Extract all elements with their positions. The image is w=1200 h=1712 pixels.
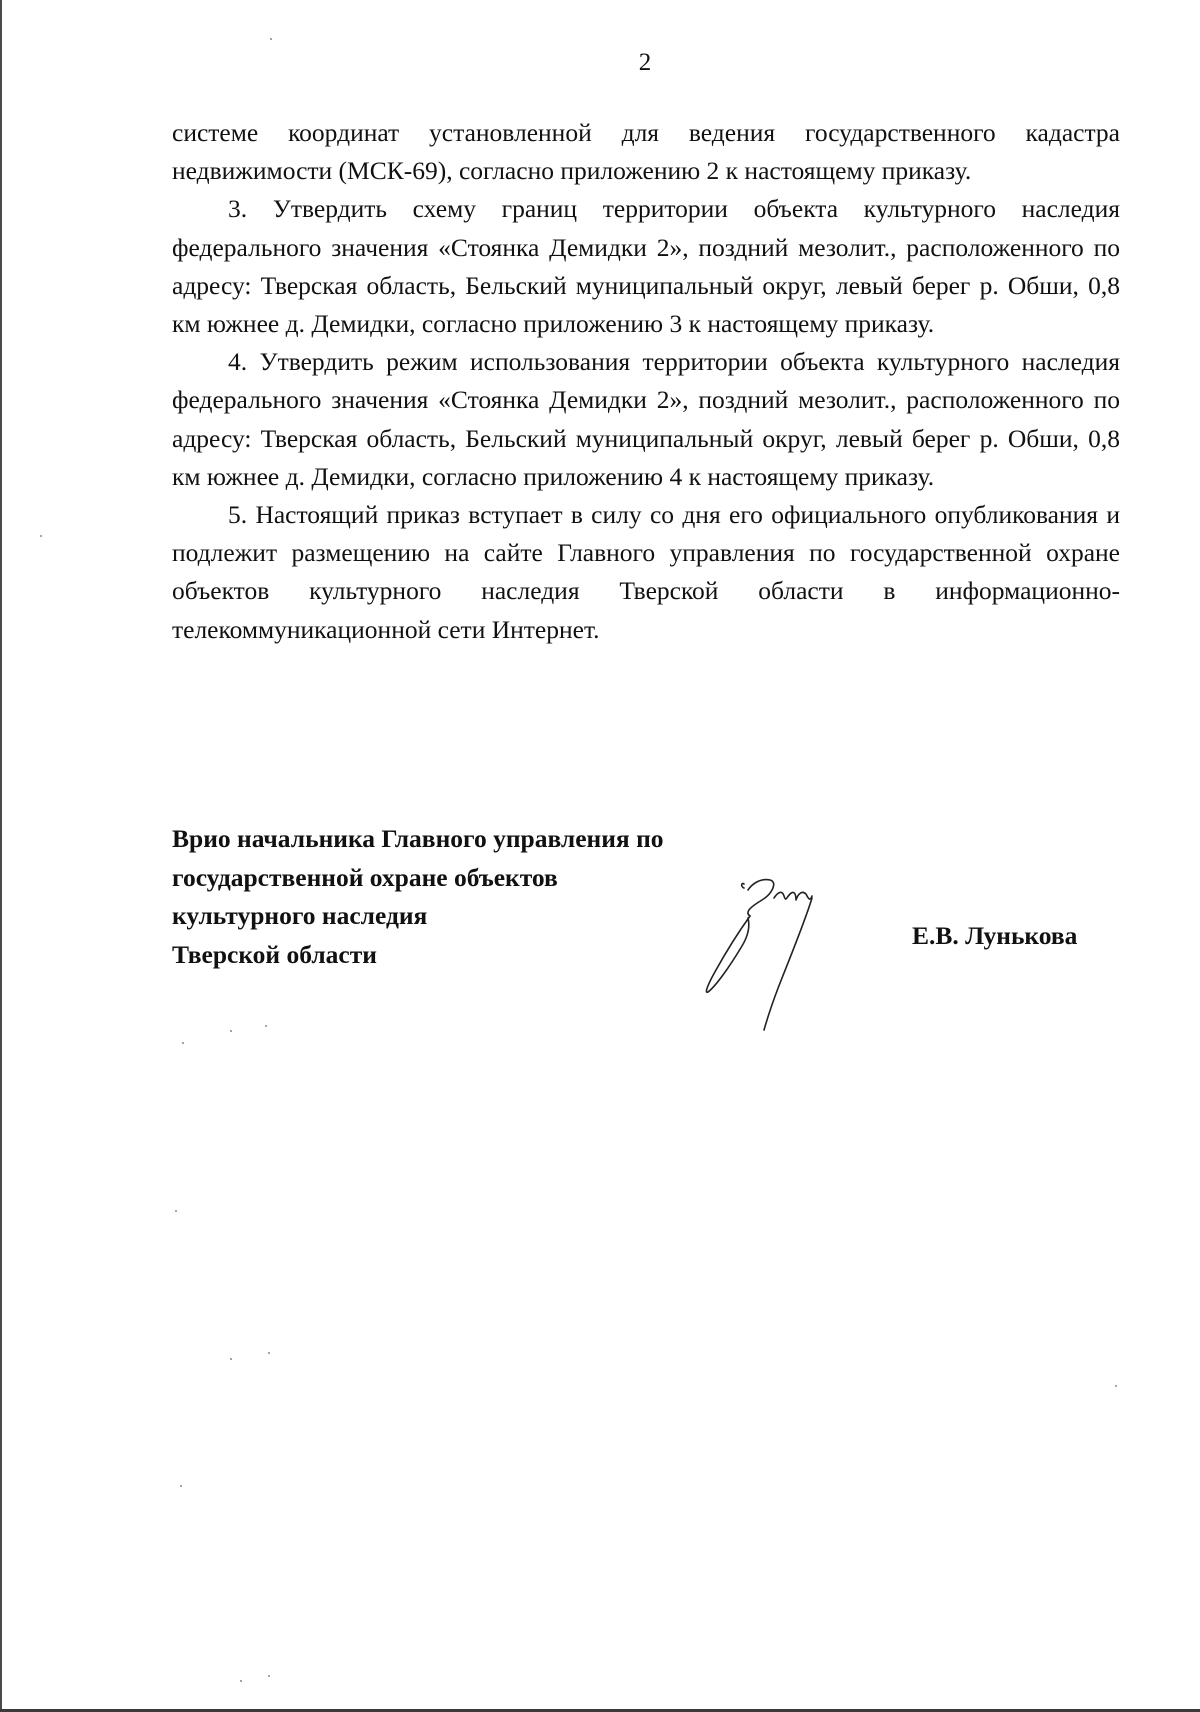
page-number: 2	[638, 49, 652, 76]
scan-speck	[270, 38, 272, 40]
scan-speck	[1115, 1385, 1117, 1387]
scan-speck	[40, 535, 42, 537]
paragraph-item-4: 4. Утвердить режим использования территории объекта культурного наследия федерального значения «Стоянка Демидки 2», поздний мезолит., расположенного по адресу: Тверская область, Бельский муниципальный округ, левый берег р. Обши, 0,8 км южнее д. Демидки, согласно приложению 4 к настоящему приказу.	[172, 347, 1120, 491]
signatory-title-line: Тверской области	[172, 939, 377, 969]
document-body	[172, 114, 1120, 649]
scan-speck	[180, 1485, 182, 1487]
scan-speck	[268, 1352, 270, 1354]
paragraph-item-3: 3. Утвердить схему границ территории объекта культурного наследия федерального значения «Стоянка Демидки 2», поздний мезолит., расположенного по адресу: Тверская область, Бельский муниципальный округ, левый берег р. Обши, 0,8 км южнее д. Демидки, согласно приложению 3 к настоящему приказу.	[172, 194, 1120, 339]
signatory-title-line: культурного наследия	[172, 901, 428, 930]
scan-speck	[175, 1210, 177, 1212]
scan-speck	[268, 1675, 270, 1677]
scan-speck	[230, 1358, 232, 1360]
scan-edge-left	[0, 0, 2, 1712]
scan-speck	[265, 1025, 267, 1027]
signatory-title-line: государственной охране объектов	[172, 862, 558, 892]
signatory-name: Е.В. Лунькова	[912, 921, 1078, 950]
signatory-title-line: Врио начальника Главного управления по	[172, 824, 664, 853]
scan-speck	[240, 1680, 242, 1682]
scan-speck	[182, 1042, 184, 1044]
paragraph-item-5: 5. Настоящий приказ вступает в силу со дня его официального опубликования и подлежит размещению на сайте Главного управления по государственной охране объектов культурного наследия Тверской области в информационно-телекоммуникационной сети Интернет.	[172, 500, 1120, 644]
paragraph-continuation: системе координат установленной для ведения государственного кадастра недвижимости (МСК-69), согласно приложению 2 к настоящему приказу.	[172, 118, 1120, 186]
scan-speck	[230, 1030, 232, 1032]
handwritten-signature	[690, 870, 870, 1040]
